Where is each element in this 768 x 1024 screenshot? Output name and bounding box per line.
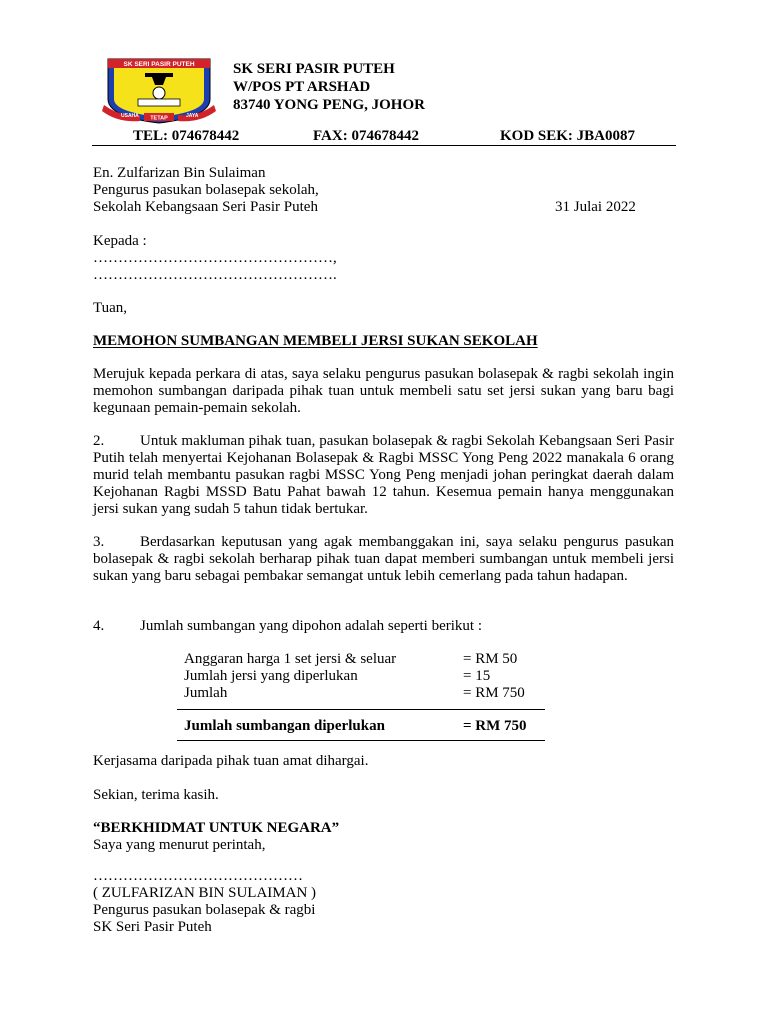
logo-banner-text: SK SERI PASIR PUTEH: [123, 61, 195, 68]
signer-school: SK Seri Pasir Puteh: [93, 919, 212, 935]
total-value: = RM 750: [463, 718, 527, 734]
paragraph-1: Merujuk kepada perkara di atas, saya selaku pengurus pasukan bolasepak & ragbi sekolah ingin memohon sumbangan daripada pihak tuan untuk membeli satu set jersi sukan yang baru bagi kegunaan pemain-pemain sekolah.: [93, 366, 674, 416]
calc-row-value: = 15: [463, 668, 491, 684]
recipient-line-1: …………………………………………,: [93, 250, 337, 266]
paragraph-2: [93, 433, 674, 518]
paragraph-2-text: Untuk makluman pihak tuan, pasukan bolasepak & ragbi Sekolah Kebangsaan Seri Pasir Putih telah menyertai Kejohanan Bolasepak & Ragbi MSSC Yong Peng 2022 manakala 6 orang murid telah membantu pasukan ragbi MSSC Yong Peng menjadi johan peringkat daerah dalam Kejohanan Ragbi MSSD Batu Pahat bawah 12 tahun. Kesemua pemain hanya menggunakan jersi sukan yang sudah 5 tahun tidak bertukar.: [93, 433, 674, 517]
paragraph-4-text: Jumlah sumbangan yang dipohon adalah seperti berikut :: [140, 618, 483, 634]
logo-motto-right: JAYA: [186, 113, 199, 119]
signer-name: ( ZULFARIZAN BIN SULAIMAN ): [93, 885, 317, 901]
closing-sekian: Sekian, terima kasih.: [93, 787, 219, 803]
sender-name: En. Zulfarizan Bin Sulaiman: [93, 165, 266, 181]
address-line-1: W/POS PT ARSHAD: [233, 79, 371, 95]
fax: FAX: 074678442: [313, 128, 419, 144]
calc-row-value: = RM 750: [463, 685, 525, 701]
closing-thanks: Kerjasama daripada pihak tuan amat dihargai.: [93, 753, 369, 769]
sender-title: Pengurus pasukan bolasepak sekolah,: [93, 182, 319, 198]
paragraph-3-text: Berdasarkan keputusan yang agak membanggakan ini, saya selaku pengurus pasukan bolasepak & ragbi sekolah berharap pihak tuan dapat memberi sumbangan untuk membeli jersi sukan yang baru sebagai pembakar semangat untuk lebih cemerlang pada tahun hadapan.: [93, 534, 674, 584]
total-label: Jumlah sumbangan diperlukan: [184, 718, 385, 734]
address-line-2: 83740 YONG PENG, JOHOR: [233, 97, 425, 113]
school-address-block: [233, 60, 425, 114]
signature-line: ……………………………………: [93, 868, 303, 884]
school-crest-logo: [100, 55, 218, 125]
school-name: SK SERI PASIR PUTEH: [233, 61, 395, 77]
salutation: Tuan,: [93, 300, 128, 316]
recipient-line-2: ………………………………………….: [93, 267, 337, 283]
letterhead-divider: [92, 145, 676, 146]
paragraph-4-number: 4.: [93, 618, 105, 634]
calc-row-label: Jumlah: [184, 685, 228, 701]
paragraph-3-number: 3.: [93, 534, 105, 550]
paragraph-4: [93, 618, 674, 635]
closing-motto: “BERKHIDMAT UNTUK NEGARA”: [93, 820, 340, 836]
total-top-divider: [177, 709, 545, 710]
recipient-label: Kepada :: [93, 233, 147, 249]
total-bottom-divider: [177, 740, 545, 741]
paragraph-2-number: 2.: [93, 433, 105, 449]
letter-subject: MEMOHON SUMBANGAN MEMBELI JERSI SUKAN SEKOLAH: [93, 333, 538, 349]
school-code: KOD SEK: JBA0087: [500, 128, 636, 144]
logo-motto-mid: TETAP: [150, 115, 168, 122]
calc-row-label: Anggaran harga 1 set jersi & seluar: [184, 651, 397, 667]
calc-row-label: Jumlah jersi yang diperlukan: [184, 668, 358, 684]
telephone: TEL: 074678442: [133, 128, 240, 144]
letter-date: 31 Julai 2022: [555, 199, 636, 215]
closing-yours: Saya yang menurut perintah,: [93, 837, 266, 853]
signer-title: Pengurus pasukan bolasepak & ragbi: [93, 902, 316, 918]
sender-school: Sekolah Kebangsaan Seri Pasir Puteh: [93, 199, 318, 215]
logo-motto-left: USAHA: [121, 113, 139, 119]
paragraph-3: [93, 534, 674, 585]
calc-row-value: = RM 50: [463, 651, 518, 667]
